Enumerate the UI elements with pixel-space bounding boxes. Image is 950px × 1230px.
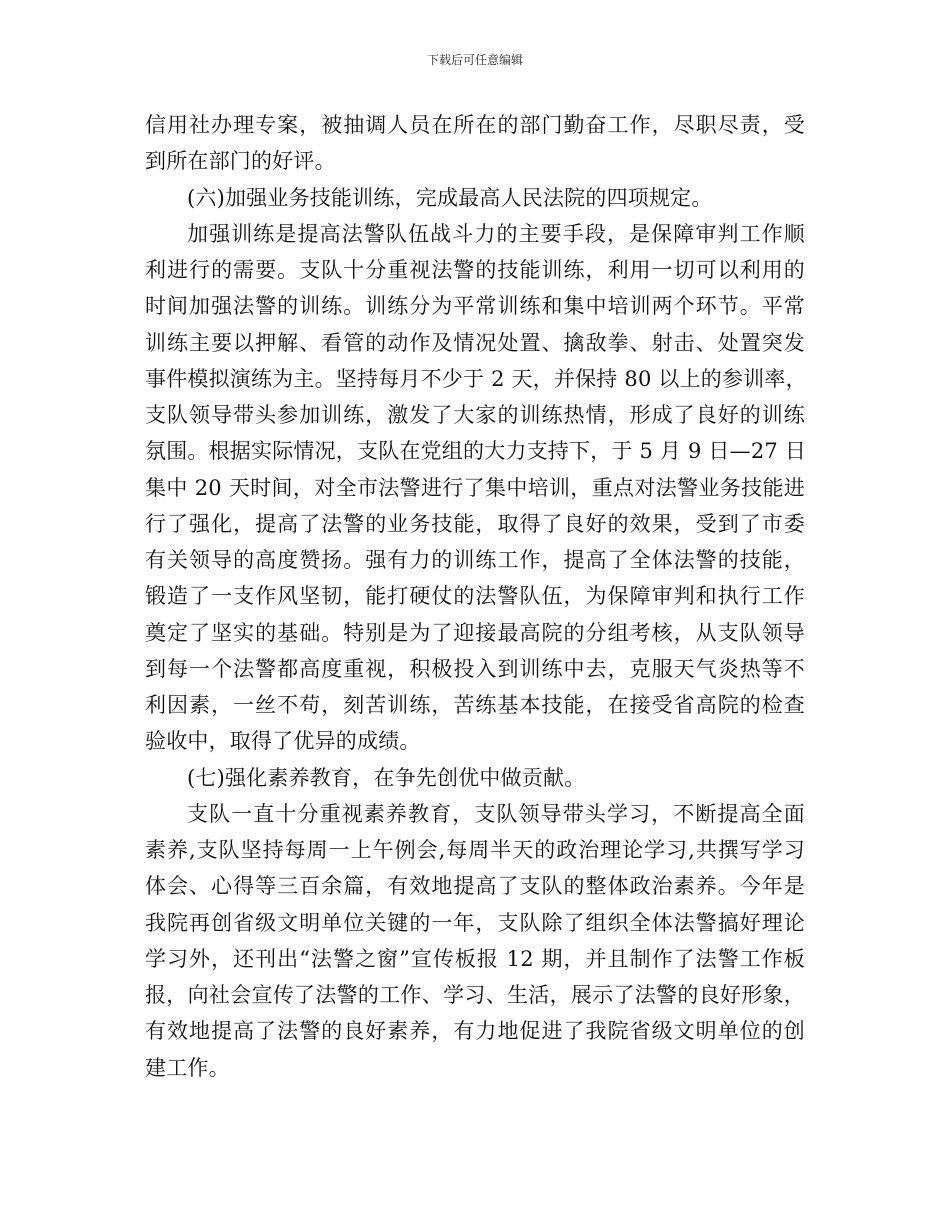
text-line: 加强训练是提高法警队伍战斗力的主要手段，是保障审判工作顺 — [187, 221, 805, 246]
text-line: 氛围。根据实际情况，支队在党组的大力支持下，于 5 月 9 日—27 日 — [145, 439, 807, 464]
text-line: 到所在部门的好评。 — [145, 149, 336, 174]
text-line: 行了强化，提高了法警的业务技能，取得了良好的效果，受到了市委 — [145, 511, 805, 536]
text-line: 体会、心得等三百余篇，有效地提高了支队的整体政治素养。今年是 — [145, 874, 805, 899]
page-header-note: 下载后可任意编辑 — [426, 53, 523, 67]
text-line: 验收中，取得了优异的成绩。 — [145, 729, 421, 754]
text-line: 报，向社会宣传了法警的工作、学习、生活，展示了法警的良好形象， — [145, 983, 805, 1007]
text-line: 素养,支队坚持每周一上午例会,每周半天的政治理论学习,共撰写学习 — [145, 838, 805, 862]
text-line: 信用社办理专案，被抽调人员在所在的部门勤奋工作，尽职尽责，受 — [145, 113, 805, 137]
text-line: 训练主要以押解、看管的动作及情况处置、擒敌拳、射击、处置突发 — [145, 330, 805, 355]
text-line: 利进行的需要。支队十分重视法警的技能训练，利用一切可以利用的 — [145, 258, 805, 282]
text-line: (六)加强业务技能训练，完成最高人民法院的四项规定。 — [187, 185, 713, 210]
text-line: 时间加强法警的训练。训练分为平常训练和集中培训两个环节。平常 — [145, 294, 805, 319]
text-line: 集中 20 天时间，对全市法警进行了集中培训，重点对法警业务技能进 — [145, 475, 805, 500]
text-line: (七)强化素养教育，在争先创优中做贡献。 — [187, 765, 586, 790]
text-line: 到每一个法警都高度重视，积极投入到训练中去，克服天气炎热等不 — [145, 656, 805, 681]
text-line: 锻造了一支作风坚韧，能打硬仗的法警队伍，为保障审判和执行工作 — [145, 584, 805, 609]
text-line: 利因素，一丝不苟，刻苦训练，苦练基本技能，在接受省高院的检查 — [145, 693, 805, 717]
text-line: 有效地提高了法警的良好素养，有力地促进了我院省级文明单位的创 — [145, 1019, 805, 1044]
text-line: 学习外，还刊出“法警之窗”宣传板报 12 期，并且制作了法警工作板 — [145, 946, 805, 971]
text-line: 奠定了坚实的基础。特别是为了迎接最高院的分组考核，从支队领导 — [145, 620, 805, 645]
text-line: 支队领导带头参加训练，激发了大家的训练热情，形成了良好的训练 — [145, 403, 805, 427]
text-line: 有关领导的高度赞扬。强有力的训练工作，提高了全体法警的技能， — [145, 548, 805, 572]
text-line: 事件模拟演练为主。坚持每月不少于 2 天，并保持 80 以上的参训率， — [145, 366, 807, 391]
text-line: 支队一直十分重视素养教育，支队领导带头学习，不断提高全面 — [187, 801, 805, 826]
text-line: 建工作。 — [145, 1055, 230, 1080]
text-line: 我院再创省级文明单位关键的一年，支队除了组织全体法警搞好理论 — [145, 910, 805, 935]
